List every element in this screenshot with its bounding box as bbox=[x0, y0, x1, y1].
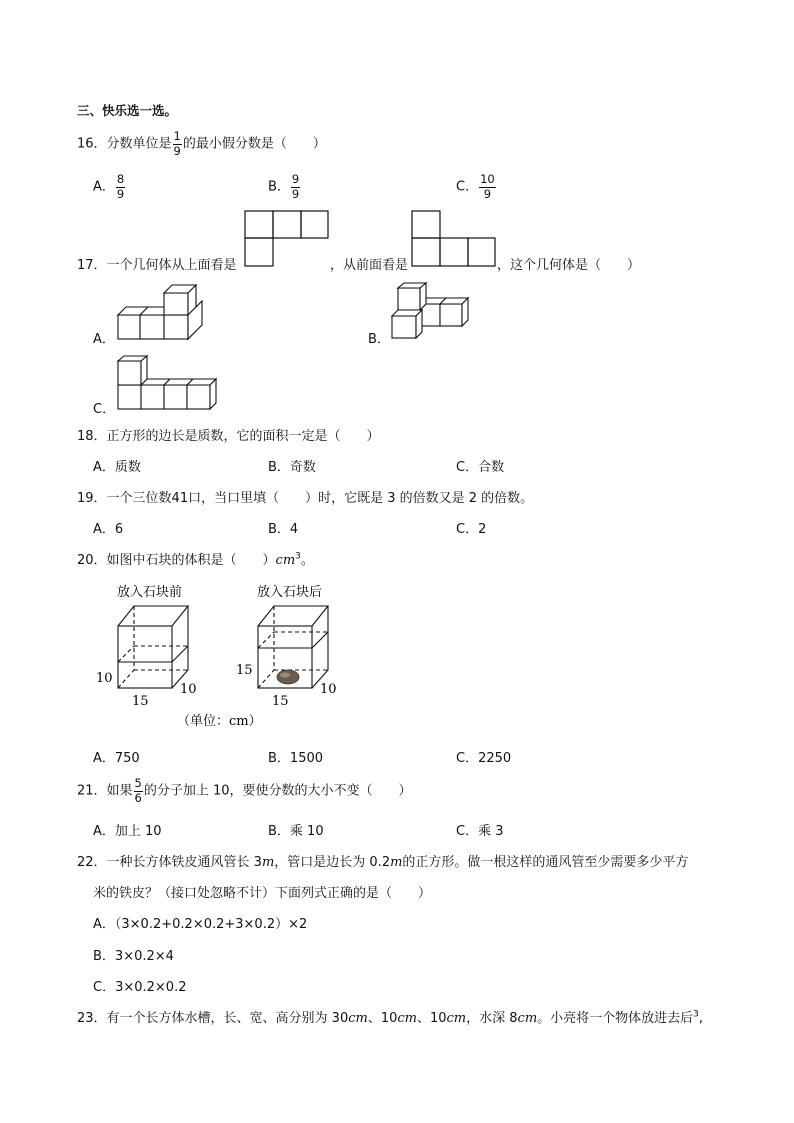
q23-unit-2: cm bbox=[397, 1011, 417, 1026]
q16-option-b[interactable] bbox=[268, 174, 301, 200]
q20-option-c[interactable]: C．2250 bbox=[456, 751, 512, 766]
q16-option-a[interactable] bbox=[93, 174, 126, 200]
question-22-line2: 米的铁皮？（接口处忽略不计）下面列式正确的是（ ） bbox=[93, 886, 432, 901]
q21-fraction bbox=[134, 778, 143, 804]
q19-option-b[interactable]: B．4 bbox=[268, 522, 299, 537]
q16-fraction bbox=[173, 131, 182, 157]
q16-prefix: 16．分数单位是 bbox=[77, 136, 172, 152]
q16-option-b-frac bbox=[291, 174, 300, 200]
q21-frac-num: 5 bbox=[134, 776, 142, 790]
q16-b-den: 9 bbox=[291, 186, 300, 201]
q21-option-b[interactable]: B．乘 10 bbox=[268, 824, 324, 839]
q17-part2: ，从前面看是 bbox=[330, 258, 409, 273]
q20-text: 20．如图中石块的体积是（ ） bbox=[77, 553, 276, 568]
question-21 bbox=[77, 778, 412, 804]
q17-option-a[interactable]: A． bbox=[93, 332, 115, 347]
q17-option-b[interactable]: B． bbox=[368, 332, 390, 347]
q20-before-length: 15 bbox=[132, 694, 149, 709]
q20-after-title: 放入石块后 bbox=[257, 585, 323, 600]
q21-prefix: 21．如果 bbox=[77, 783, 133, 799]
q16-b-num: 9 bbox=[291, 172, 300, 186]
q16-option-b-label: B． bbox=[268, 179, 290, 195]
q16-frac-num: 1 bbox=[173, 129, 181, 143]
q16-option-a-frac bbox=[116, 174, 125, 200]
q22-option-c[interactable]: C．3×0.2×0.2 bbox=[93, 980, 187, 995]
q20-option-a[interactable]: A．750 bbox=[93, 751, 140, 766]
q16-frac-den: 9 bbox=[173, 143, 181, 158]
q17-option-c-cubes bbox=[116, 355, 220, 411]
q20-before-width: 10 bbox=[180, 682, 197, 697]
q20-unit-note: （单位：cm） bbox=[177, 714, 262, 729]
q17-front-view-figure bbox=[411, 210, 497, 268]
q16-c-den: 9 bbox=[483, 186, 492, 201]
question-20 bbox=[77, 549, 314, 568]
q23-comma: , bbox=[698, 1011, 704, 1026]
q16-option-c-label: C． bbox=[456, 179, 479, 195]
q17-part1: 17．一个几何体从上面看是 bbox=[77, 258, 237, 273]
q17-top-view-figure bbox=[244, 210, 330, 268]
section-title: 三、快乐选一选。 bbox=[77, 103, 178, 118]
q22-text-c: 的正方形。做一根这样的通风管至少需要多少平方 bbox=[402, 855, 689, 870]
q17-option-c[interactable]: C． bbox=[93, 402, 116, 417]
q16-suffix: 的最小假分数是（ ） bbox=[182, 136, 326, 152]
q18-option-a[interactable]: A．质数 bbox=[93, 460, 141, 475]
q23-text-e: 。小亮将一个物体放进去后 bbox=[537, 1011, 694, 1026]
q16-option-c-frac bbox=[479, 174, 496, 200]
q22-option-b[interactable]: B．3×0.2×4 bbox=[93, 949, 174, 964]
q16-a-den: 9 bbox=[116, 186, 125, 201]
q22-unit-m-1: m bbox=[261, 855, 275, 870]
q22-text-a: 22．一种长方体铁皮通风管长 3 bbox=[77, 855, 262, 870]
q18-option-c[interactable]: C．合数 bbox=[456, 460, 505, 475]
question-18: 18．正方形的边长是质数，它的面积一定是（ ） bbox=[77, 429, 380, 444]
q20-after-height: 15 bbox=[236, 663, 253, 678]
q18-option-b[interactable]: B．奇数 bbox=[268, 460, 316, 475]
q17-option-a-cubes bbox=[116, 284, 206, 342]
q23-tail: 3 bbox=[693, 1009, 699, 1020]
q23-text-c: 、10 bbox=[416, 1011, 447, 1026]
q21-suffix: 的分子加上 10，要使分数的大小不变（ ） bbox=[143, 783, 412, 799]
q20-stone-highlight bbox=[280, 673, 290, 678]
q20-option-b[interactable]: B．1500 bbox=[268, 751, 324, 766]
q20-text-post: 。 bbox=[300, 553, 314, 568]
q16-option-c[interactable] bbox=[456, 174, 497, 200]
q20-after-width: 10 bbox=[320, 682, 337, 697]
q22-option-a[interactable]: A．（3×0.2+0.2×0.2+3×0.2）×2 bbox=[93, 917, 308, 932]
q22-text-b: ，管口是边长为 0.2 bbox=[274, 855, 391, 870]
q20-before-height: 10 bbox=[96, 671, 113, 686]
q19-option-a[interactable]: A．6 bbox=[93, 522, 124, 537]
q17-option-b-cubes bbox=[390, 282, 470, 340]
q21-option-a[interactable]: A．加上 10 bbox=[93, 824, 162, 839]
q20-tank-figure bbox=[92, 578, 352, 733]
q16-option-a-label: A． bbox=[93, 179, 115, 195]
q23-unit-1: cm bbox=[348, 1011, 368, 1026]
q17-part3: ，这个几何体是（ ） bbox=[497, 258, 641, 273]
q21-option-c[interactable]: C．乘 3 bbox=[456, 824, 504, 839]
q23-text-b: 、10 bbox=[367, 1011, 398, 1026]
q23-unit-3: cm bbox=[446, 1011, 467, 1026]
q20-unit: cm bbox=[275, 553, 296, 568]
q20-sup: 3 bbox=[295, 551, 301, 562]
question-22-line1 bbox=[77, 851, 688, 870]
q20-before-title: 放入石块前 bbox=[117, 585, 183, 600]
q23-unit-4: cm bbox=[517, 1011, 538, 1026]
q16-c-num: 10 bbox=[480, 172, 495, 186]
q23-text-a: 23．有一个长方体水槽，长、宽、高分别为 30 bbox=[77, 1011, 349, 1026]
question-23 bbox=[77, 1007, 703, 1026]
q22-unit-m-2: m bbox=[390, 855, 403, 870]
q19-option-c[interactable]: C．2 bbox=[456, 522, 487, 537]
q23-text-d: ，水深 8 bbox=[466, 1011, 518, 1026]
q16-a-num: 8 bbox=[116, 172, 125, 186]
q20-after-length: 15 bbox=[272, 694, 289, 709]
q21-frac-den: 6 bbox=[134, 790, 142, 805]
question-19: 19．一个三位数41口，当口里填（ ）时，它既是 3 的倍数又是 2 的倍数。 bbox=[77, 491, 534, 506]
q20-before-tank bbox=[118, 606, 188, 688]
question-16 bbox=[77, 131, 326, 157]
